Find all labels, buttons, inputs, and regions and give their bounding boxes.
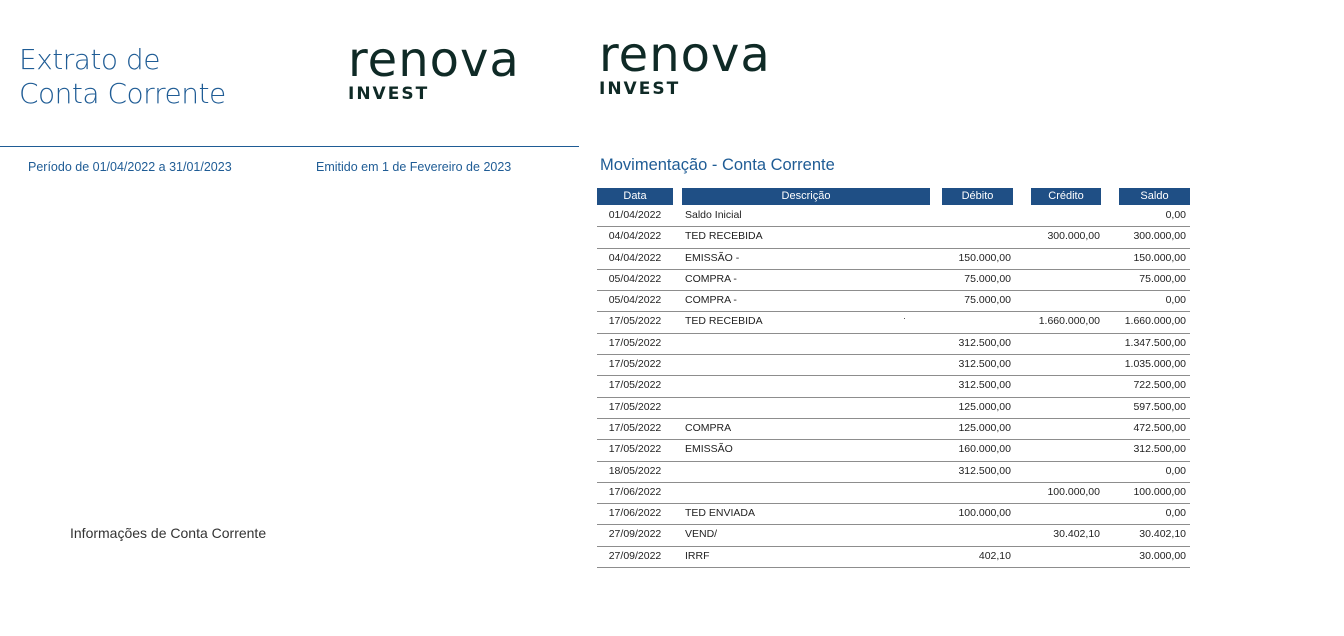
table-row — [597, 483, 1190, 504]
cell-debit: 312.500,00 — [958, 379, 1011, 392]
cell-debit: 312.500,00 — [958, 358, 1011, 371]
logo-subtitle: INVEST — [348, 84, 430, 104]
table-row — [597, 419, 1190, 440]
table-row — [597, 547, 1190, 568]
cell-date: 17/05/2022 — [608, 443, 662, 456]
cell-date: 27/09/2022 — [608, 549, 662, 562]
cell-saldo: 1.035.000,00 — [1124, 358, 1186, 371]
table-row — [597, 376, 1190, 397]
cell-date: 27/09/2022 — [608, 528, 662, 541]
table-row — [597, 525, 1190, 546]
cell-description: COMPRA — [685, 421, 732, 434]
header-date: Data — [597, 188, 673, 205]
cell-credit: 300.000,00 — [1047, 230, 1100, 243]
cell-debit: 100.000,00 — [958, 507, 1011, 520]
table-row — [597, 462, 1190, 483]
cell-debit: 125.000,00 — [958, 400, 1011, 413]
header-divider — [0, 146, 579, 147]
cell-saldo: 722.500,00 — [1133, 379, 1186, 392]
cell-description: Saldo Inicial — [685, 209, 742, 221]
table-row — [597, 312, 1190, 333]
cell-credit: 1.660.000,00 — [1038, 315, 1100, 328]
cell-debit: 160.000,00 — [958, 443, 1011, 456]
cell-description: TED RECEBIDA — [685, 230, 763, 243]
header-saldo: Saldo — [1119, 188, 1190, 205]
cell-date: 17/05/2022 — [608, 400, 662, 413]
cell-date: 17/05/2022 — [608, 421, 662, 434]
brand-logo-right — [599, 27, 771, 99]
table-body — [597, 206, 1190, 568]
cell-description: EMISSÃO — [685, 443, 733, 456]
title-line-2: Conta Corrente — [19, 77, 226, 110]
cell-date: 05/04/2022 — [608, 272, 662, 285]
cell-description: TED ENVIADA — [685, 507, 756, 520]
stray-mark — [904, 318, 905, 319]
header-credit: Crédito — [1031, 188, 1101, 205]
cell-date: 17/05/2022 — [608, 358, 662, 371]
table-row — [597, 355, 1190, 376]
transactions-table — [597, 188, 1190, 568]
cell-saldo: 300.000,00 — [1133, 230, 1186, 243]
table-row — [597, 206, 1190, 227]
cell-saldo: 30.000,00 — [1139, 549, 1186, 562]
cell-date: 05/04/2022 — [608, 294, 662, 307]
cell-saldo: 0,00 — [1165, 464, 1186, 477]
cell-date: 17/05/2022 — [608, 379, 662, 392]
cell-saldo: 150.000,00 — [1133, 251, 1186, 264]
cell-saldo: 597.500,00 — [1133, 400, 1186, 413]
statement-period: Período de 01/04/2022 a 31/01/2023 — [28, 160, 232, 174]
title-line-1: Extrato de — [19, 43, 160, 76]
cell-date: 17/05/2022 — [608, 336, 662, 349]
table-row — [597, 334, 1190, 355]
cell-debit: 150.000,00 — [958, 251, 1011, 264]
issue-date: Emitido em 1 de Fevereiro de 2023 — [316, 160, 512, 174]
table-header — [597, 188, 1190, 205]
cell-date: 17/06/2022 — [608, 507, 662, 520]
cell-credit: 30.402,10 — [1053, 528, 1100, 541]
cell-date: 04/04/2022 — [608, 251, 662, 264]
cell-saldo: 472.500,00 — [1133, 421, 1186, 434]
logo-wordmark: renova — [348, 32, 520, 88]
cell-credit: 100.000,00 — [1047, 485, 1100, 498]
table-row — [597, 504, 1190, 525]
brand-logo-left — [348, 32, 520, 104]
section-title: Movimentação - Conta Corrente — [600, 156, 835, 174]
cell-date: 17/06/2022 — [608, 485, 662, 498]
logo-wordmark: renova — [599, 27, 771, 83]
table-row — [597, 249, 1190, 270]
cell-saldo: 0,00 — [1165, 294, 1186, 307]
page-title — [19, 43, 226, 111]
account-info-label: Informações de Conta Corrente — [70, 525, 267, 541]
table-row — [597, 270, 1190, 291]
cell-debit: 402,10 — [978, 549, 1011, 562]
table-row — [597, 398, 1190, 419]
cell-saldo: 312.500,00 — [1133, 443, 1186, 456]
header-debit: Débito — [942, 188, 1013, 205]
logo-subtitle: INVEST — [599, 79, 681, 99]
cell-debit: 75.000,00 — [964, 272, 1011, 285]
header-description: Descrição — [682, 188, 930, 205]
cell-debit: 312.500,00 — [958, 464, 1011, 477]
cell-saldo: 75.000,00 — [1139, 272, 1186, 285]
cell-date: 04/04/2022 — [608, 230, 662, 243]
cell-description: COMPRA - — [685, 294, 737, 307]
cell-saldo: 0,00 — [1165, 209, 1186, 221]
cell-description: TED RECEBIDA — [685, 315, 763, 328]
cell-description: VEND/ — [685, 528, 718, 541]
cell-date: 01/04/2022 — [608, 209, 662, 221]
cell-description: EMISSÃO - — [685, 251, 740, 264]
cell-saldo: 1.347.500,00 — [1124, 336, 1186, 349]
cell-date: 17/05/2022 — [608, 315, 662, 328]
cell-saldo: 0,00 — [1165, 507, 1186, 520]
cell-debit: 75.000,00 — [964, 294, 1011, 307]
table-row — [597, 440, 1190, 461]
table-row — [597, 291, 1190, 312]
cell-debit: 125.000,00 — [958, 421, 1011, 434]
cell-debit: 312.500,00 — [958, 336, 1011, 349]
cell-saldo: 100.000,00 — [1133, 485, 1186, 498]
cell-saldo: 30.402,10 — [1139, 528, 1186, 541]
cell-description: COMPRA - — [685, 272, 737, 285]
table-row — [597, 227, 1190, 248]
cell-saldo: 1.660.000,00 — [1124, 315, 1186, 328]
cell-description: IRRF — [685, 549, 710, 562]
cell-date: 18/05/2022 — [608, 464, 662, 477]
